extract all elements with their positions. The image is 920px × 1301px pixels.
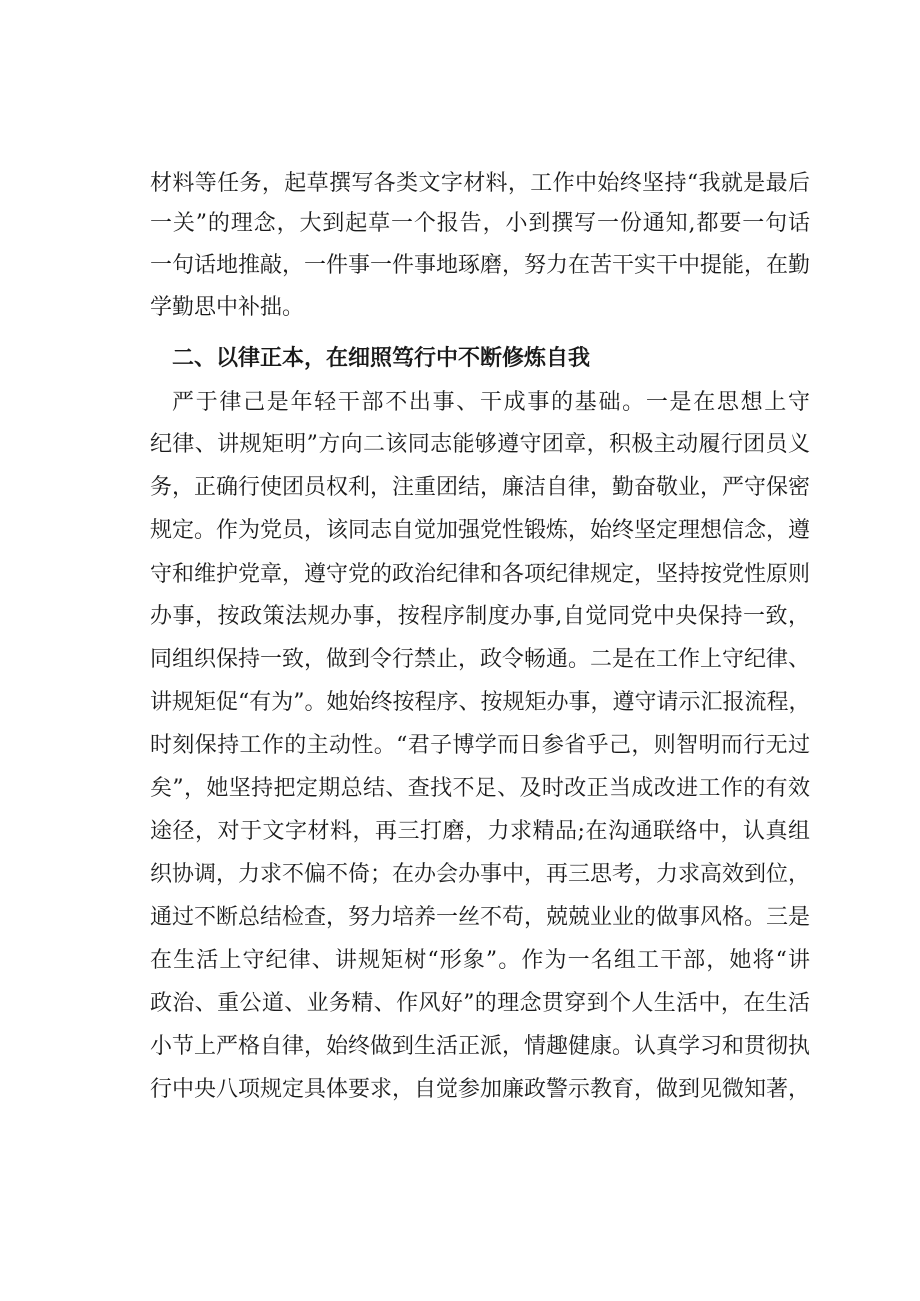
main-line-13: 通过不断总结检查，努力培养一丝不苟，兢兢业业的做事风格。三是 <box>150 905 811 930</box>
main-line-2: 纪律、讲规矩明”方向二该同志能够遵守团章，积极主动履行团员义 <box>150 432 810 457</box>
main-line-11: 途径，对于文字材料，再三打磨，力求精品;在沟通联络中，认真组 <box>150 819 810 844</box>
section-heading: 二、以律正本，在细照笃行中不断修炼自我 <box>172 346 591 371</box>
main-line-14: 在生活上守纪律、讲规矩树“形象”。作为一名组工干部，她将“讲 <box>150 948 810 973</box>
main-line-5: 守和维护党章，遵守党的政治纪律和各项纪律规定，坚持按党性原则 <box>150 562 811 587</box>
main-line-7: 同组织保持一致，做到令行禁止，政令畅通。二是在工作上守纪律、 <box>150 647 811 672</box>
main-line-6: 办事，按政策法规办事，按程序制度办事,自觉同党中央保持一致， <box>150 604 810 629</box>
main-line-1: 严于律己是年轻干部不出事、干成事的基础。一是在思想上守 <box>172 390 810 415</box>
main-line-9: 时刻保持工作的主动性。“君子博学而日参省乎己，则智明而行无过 <box>150 733 810 758</box>
intro-line-3: 一句话地推敲，一件事一件事地琢磨，努力在苦干实干中提能，在勤 <box>150 253 811 278</box>
main-line-3: 务，正确行使团员权利，注重团结，廉洁自律，勤奋敬业，严守保密 <box>150 475 811 500</box>
main-line-15: 政治、重公道、业务精、作风好”的理念贯穿到个人生活中，在生活 <box>150 991 810 1016</box>
main-line-4: 规定。作为党员，该同志自觉加强党性锻炼，始终坚定理想信念，遵 <box>150 518 811 543</box>
main-line-10: 矣”，她坚持把定期总结、查找不足、及时改正当成改进工作的有效 <box>150 776 810 801</box>
main-line-8: 讲规矩促“有为”。她始终按程序、按规矩办事，遵守请示汇报流程， <box>150 690 811 715</box>
intro-line-4: 学勤思中补拙。 <box>150 295 305 320</box>
main-line-12: 织协调，力求不偏不倚；在办会办事中，再三思考，力求高效到位， <box>150 862 811 887</box>
main-line-16: 小节上严格自律，始终做到生活正派，情趣健康。认真学习和贯彻执 <box>150 1034 811 1059</box>
intro-line-2: 一关”的理念，大到起草一个报告，小到撰写一份通知,都要一句话 <box>150 211 810 236</box>
intro-line-1: 材料等任务，起草撰写各类文字材料，工作中始终坚持“我就是最后 <box>150 171 810 196</box>
main-line-17: 行中央八项规定具体要求，自觉参加廉政警示教育，做到见微知著， <box>150 1077 811 1102</box>
